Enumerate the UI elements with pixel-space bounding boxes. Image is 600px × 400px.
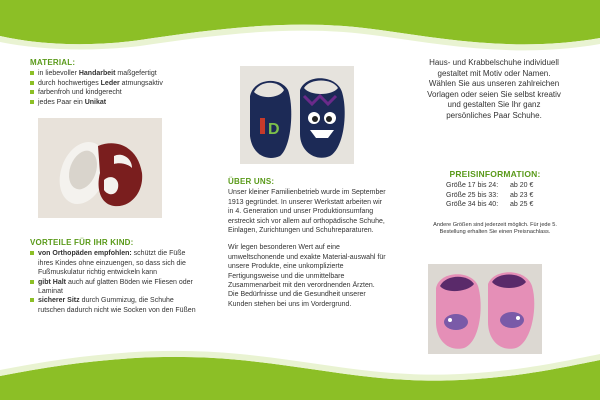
svg-text:D: D xyxy=(268,121,280,138)
list-item: in liebevoller Handarbeit maßgefertigt xyxy=(30,69,195,78)
bullet-icon xyxy=(30,90,34,94)
material-heading: MATERIAL: xyxy=(30,58,76,67)
shoe-photo-white-red xyxy=(38,118,162,218)
list-item: farbenfroh und kindgerecht xyxy=(30,88,195,97)
ueber-heading: ÜBER UNS: xyxy=(228,177,275,186)
vorteile-list xyxy=(30,249,198,315)
list-item: gibt Halt auch auf glatten Böden wie Fliesen oder Laminat xyxy=(30,278,198,297)
intro-text: Haus- und Krabbelschuhe individuell gestaltet mit Motiv oder Namen. Wählen Sie aus unseren zahlreichen Vorlagen oder seien Sie selbst kreativ und gestalten Sie Ihr ganz persönliches Paar Schuhe. xyxy=(427,58,561,120)
price-row: Größe 17 bis 24: ab 20 € xyxy=(446,182,534,190)
bullet-icon xyxy=(30,251,34,255)
bullet-icon xyxy=(30,298,34,302)
list-item: durch hochwertiges Leder atmungsaktiv xyxy=(30,79,195,88)
bullet-icon xyxy=(30,280,34,284)
bullet-icon xyxy=(30,81,34,85)
list-item: von Orthopäden empfohlen: schützt die Füße ihres Kindes ohne einzuengen, so dass sich die Fußmuskulatur richtig entwickeln kann xyxy=(30,249,198,277)
price-row: Größe 34 bis 40: ab 25 € xyxy=(446,201,534,209)
ueber-paragraph-1: Unser kleiner Familienbetrieb wurde im September 1913 gegründet. In unserer Werkstatt arbeiten wir in 4. Generation und unser Produktionsumfang erstreckt sich vor allem auf orthopädische Schuhe, Einlagen, Zurichtungen und Schuhreparaturen. xyxy=(228,189,386,235)
material-section xyxy=(30,58,195,107)
list-item: sicherer Sitz durch Gummizug, die Schuhe rutschen dadurch nicht wie Socken von den Füßen xyxy=(30,296,198,315)
bullet-icon xyxy=(30,71,34,75)
vorteile-section xyxy=(30,238,198,315)
preise-note: Andere Größen sind jederzeit möglich. Für jede 5. Bestellung erhalten Sie einen Preisnachlass. xyxy=(433,221,557,236)
shoe-photo-navy-monster xyxy=(240,66,354,164)
shoe-photo-pink-bird xyxy=(428,264,542,354)
price-row: Größe 25 bis 33: ab 23 € xyxy=(446,191,534,199)
vorteile-heading: VORTEILE FÜR IHR KIND: xyxy=(30,238,134,247)
ueber-paragraph-2: Wir legen besonderen Wert auf eine umweltschonende und exakte Material-auswahl für unsere Produkte, eine unkomplizierte Fertigungsweise und die unmittelbare Zusammenarbeit mit den verordnenden Ärzten. Die Bedürfnisse und die Gesundheit unserer Kunden stehen bei uns im Vordergrund. xyxy=(228,244,386,308)
preise-heading: PREISINFORMATION: xyxy=(449,169,541,179)
preise-section xyxy=(420,170,570,237)
list-item: jedes Paar ein Unikat xyxy=(30,98,195,107)
material-list xyxy=(30,69,195,107)
bullet-icon xyxy=(30,100,34,104)
ueber-section xyxy=(228,177,386,309)
top-wave xyxy=(0,0,600,44)
